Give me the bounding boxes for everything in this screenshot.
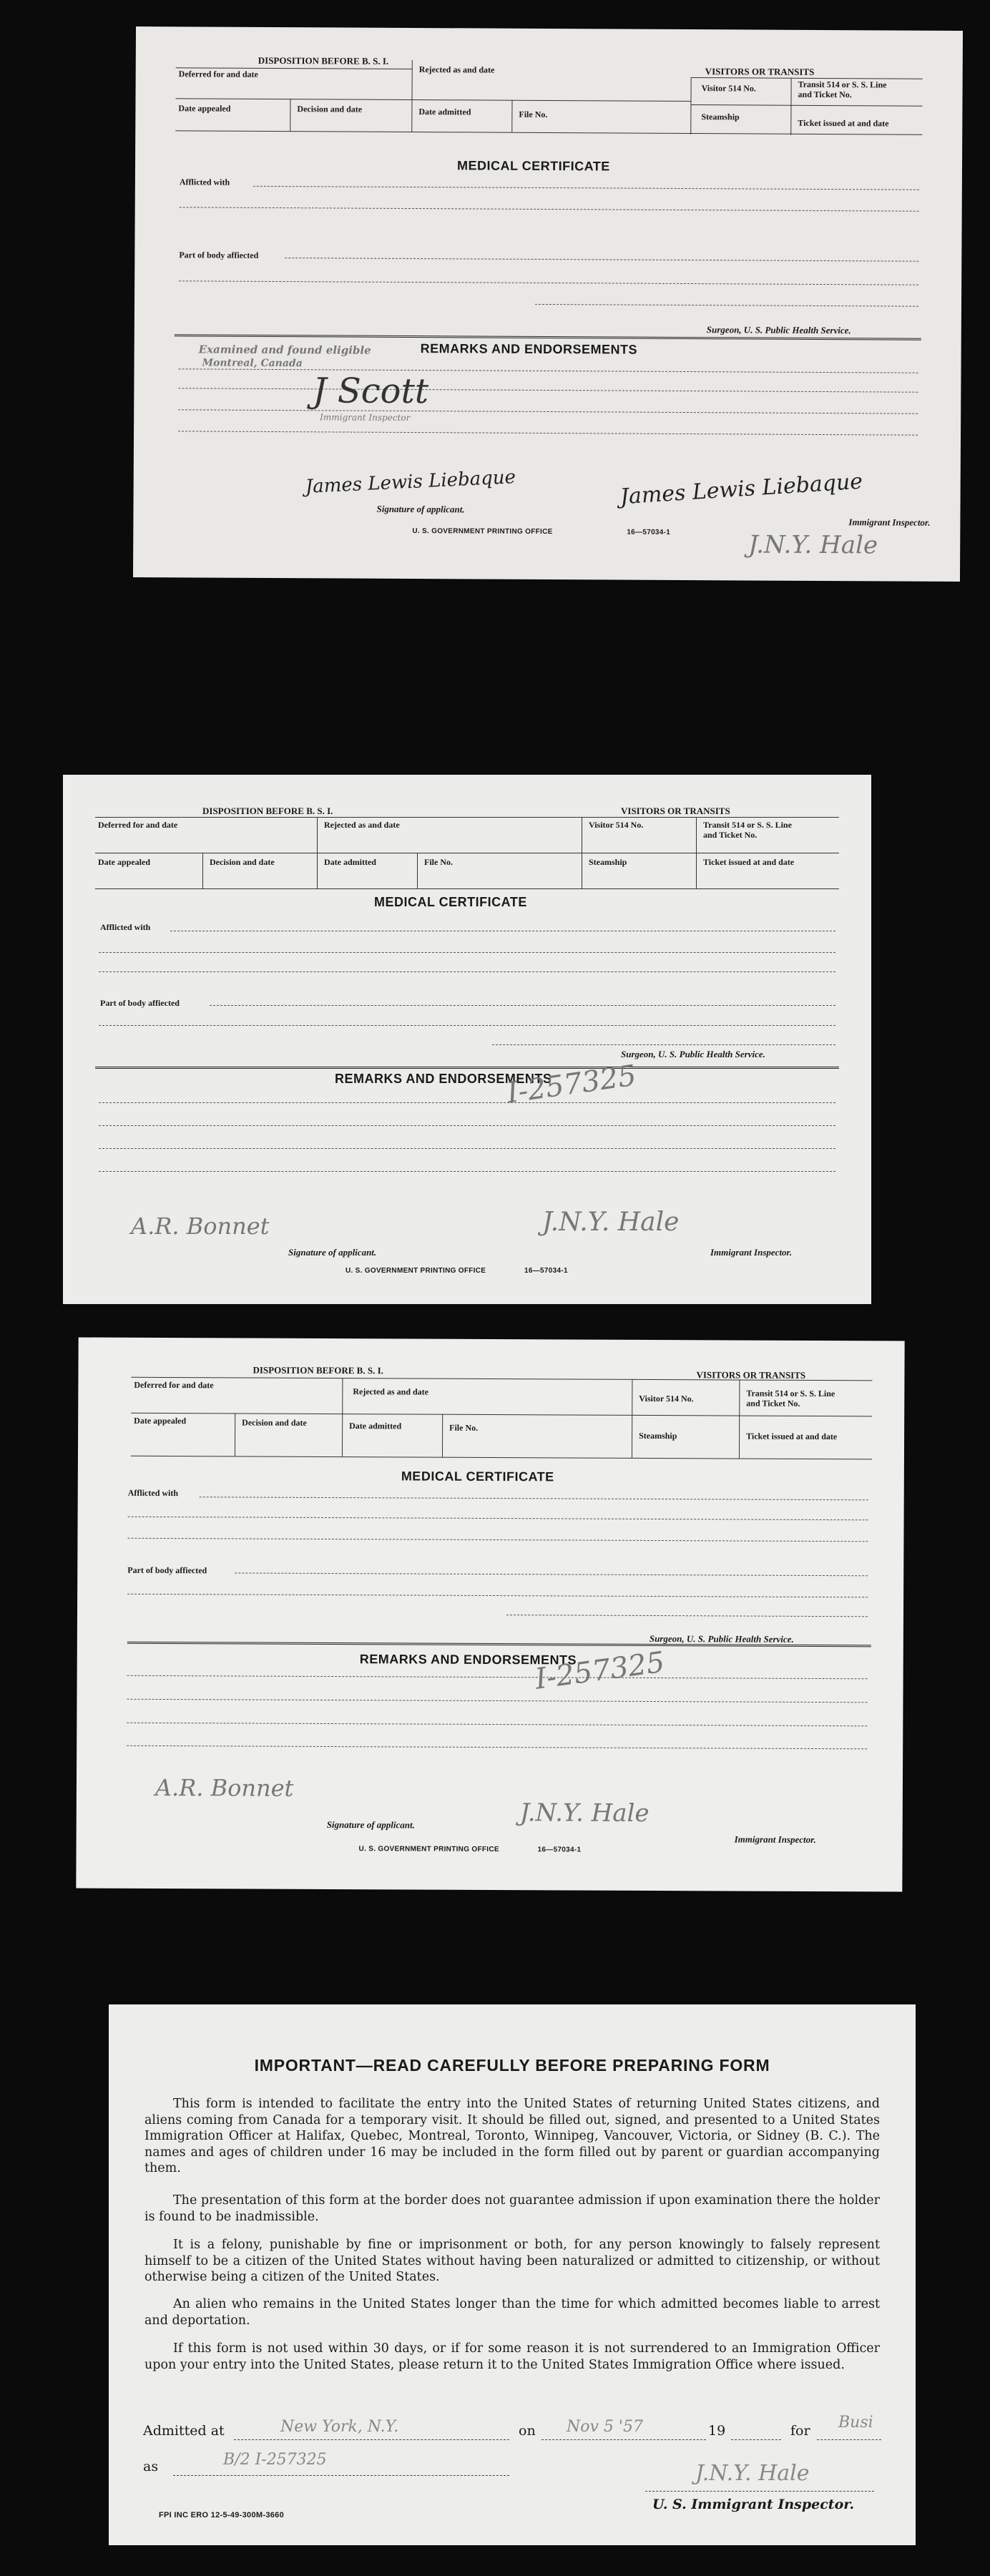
- inspector-initials-1: J.N.Y. Hale: [748, 530, 878, 560]
- disposition-heading: DISPOSITION BEFORE B. S. I.: [202, 805, 333, 816]
- steamship-label: Steamship: [639, 1430, 677, 1441]
- file-no-label: File No.: [519, 109, 548, 119]
- applicant-signature-3: A.R. Bonnet: [155, 1773, 294, 1802]
- on-value: Nov 5 '57: [567, 2418, 643, 2436]
- paragraph-1: This form is intended to facilitate the entry into the United States of returning United States citizens, and aliens coming from Canada for a temporary visit. It should be filled out, signed, and presented to a United States Immigration Officer at Halifax, Quebec, Montreal, Toronto, Winnipeg, Vancouver, Victoria, or Sidney (B. C.). The names and ages of children under 16 may be included in the form filled out by parent or guardian accompanying them.: [144, 2097, 880, 2175]
- rejected-label: Rejected as and date: [353, 1386, 429, 1397]
- disposition-heading: DISPOSITION BEFORE B. S. I.: [258, 54, 389, 67]
- ticket-issued-label: Ticket issued at and date: [798, 117, 889, 129]
- part-of-body-label: Part of body affiected: [179, 250, 259, 260]
- decision-label: Decision and date: [242, 1417, 307, 1428]
- paragraph-2: The presentation of this form at the border does not guarantee admission if upon examination there the holder is found to be inadmissible.: [144, 2193, 880, 2224]
- paragraph-3: It is a felony, punishable by fine or imprisonment or both, for any person knowingly to falsely represent himself to be a citizen of the United States without having been naturalized or admitted to citizenship, or without otherwise being a citizen of the United States.: [144, 2238, 880, 2284]
- afflicted-label: Afflicted with: [127, 1487, 179, 1499]
- as-label: as: [143, 2459, 159, 2474]
- form-number: 16—57034-1: [627, 528, 671, 537]
- applicant-signature-1: James Lewis Liebaque: [305, 466, 516, 498]
- as-value: B/2 I-257325: [223, 2451, 327, 2469]
- date-admitted-label: Date admitted: [349, 1421, 402, 1431]
- handwritten-initial: J Scott: [313, 371, 429, 412]
- transit514-label: Transit 514 or S. S. Line: [798, 79, 887, 90]
- instructions-title: IMPORTANT—READ CAREFULLY BEFORE PREPARING FORM: [254, 2056, 770, 2075]
- afflicted-label: Afflicted with: [179, 177, 230, 187]
- printing-office: U. S. GOVERNMENT PRINTING OFFICE: [412, 527, 553, 537]
- decision-label: Decision and date: [210, 857, 275, 867]
- form-number: 16—57034-1: [537, 1846, 582, 1854]
- applicant-sig-label: Signature of applicant.: [376, 503, 465, 515]
- visitors-heading: VISITORS OR TRANSITS: [705, 66, 815, 77]
- surgeon-label: Surgeon, U. S. Public Health Service.: [649, 1632, 794, 1645]
- part-of-body-label: Part of body affiected: [100, 998, 180, 1008]
- stamp-inspector: Immigrant Inspector: [320, 412, 411, 423]
- afflicted-label: Afflicted with: [100, 922, 151, 932]
- medical-heading: MEDICAL CERTIFICATE: [456, 158, 610, 174]
- file-no-label: File No.: [449, 1422, 479, 1433]
- visitor514-label: Visitor 514 No.: [701, 83, 756, 94]
- visitors-heading: VISITORS OR TRANSITS: [621, 805, 730, 816]
- surgeon-label: Surgeon, U. S. Public Health Service.: [706, 324, 851, 336]
- inspector-label: Immigrant Inspector.: [734, 1833, 816, 1845]
- deferred-label: Deferred for and date: [98, 820, 178, 830]
- inspector-label: Immigrant Inspector.: [710, 1247, 793, 1258]
- deferred-label: Deferred for and date: [178, 69, 258, 79]
- for-value: Busi: [838, 2414, 873, 2431]
- inspector-signature-1: James Lewis Liebaque: [619, 469, 864, 510]
- date-appealed-label: Date appealed: [134, 1415, 187, 1426]
- steamship-label: Steamship: [701, 112, 740, 122]
- paragraph-5: If this form is not used within 30 days, or if for some reason it is not surrendered to an Immigration Officer upon your entry into the United States, please return it to the United States Immigration Office where issued.: [144, 2341, 880, 2372]
- disposition-card-3: [76, 1337, 904, 1891]
- rejected-label: Rejected as and date: [418, 64, 495, 75]
- visitor514-label: Visitor 514 No.: [639, 1393, 694, 1404]
- disposition-card-2: [63, 775, 871, 1304]
- ticket-issued-label: Ticket issued at and date: [746, 1431, 838, 1442]
- deferred-label: Deferred for and date: [134, 1379, 214, 1391]
- disposition-card-1: [133, 26, 963, 582]
- visitor514-label: Visitor 514 No.: [589, 820, 644, 830]
- medical-heading: MEDICAL CERTIFICATE: [374, 895, 527, 909]
- decision-label: Decision and date: [297, 104, 363, 114]
- inspector-label: Immigrant Inspector.: [848, 516, 931, 528]
- year-label: 19: [708, 2423, 726, 2439]
- remarks-heading: REMARKS AND ENDORSEMENTS: [359, 1652, 577, 1667]
- inspector-signature: J.N.Y. Hale: [695, 2461, 810, 2486]
- part-of-body-label: Part of body affiected: [127, 1564, 207, 1576]
- transit514-label: Transit 514 or S. S. Line: [746, 1388, 835, 1399]
- inspector-signature-2: J.N.Y. Hale: [542, 1208, 680, 1237]
- inspector-signature-3: J.N.Y. Hale: [519, 1798, 650, 1828]
- ticket-no-label: and Ticket No.: [746, 1398, 800, 1409]
- stamp-line1: Examined and found eligible: [198, 343, 371, 357]
- medical-heading: MEDICAL CERTIFICATE: [401, 1469, 554, 1484]
- remarks-heading: REMARKS AND ENDORSEMENTS: [335, 1072, 552, 1086]
- ticket-no-label: and Ticket No.: [798, 89, 852, 100]
- date-admitted-label: Date admitted: [418, 107, 471, 117]
- ticket-no-label: and Ticket No.: [703, 830, 758, 840]
- form-number: 16—57034-1: [524, 1267, 568, 1275]
- surgeon-label: Surgeon, U. S. Public Health Service.: [621, 1049, 765, 1059]
- transit514-label: Transit 514 or S. S. Line: [703, 820, 792, 830]
- printing-office: U. S. GOVERNMENT PRINTING OFFICE: [358, 1845, 499, 1854]
- admitted-at-value: New York, N.Y.: [280, 2418, 399, 2436]
- file-stamp: I-257325: [533, 1645, 667, 1696]
- paragraph-4: An alien who remains in the United States longer than the time for which admitted becomes liable to arrest and deportation.: [144, 2297, 880, 2328]
- visitors-heading: VISITORS OR TRANSITS: [696, 1369, 806, 1381]
- stamp-line2: Montreal, Canada: [202, 357, 303, 370]
- for-label: for: [790, 2423, 810, 2439]
- date-appealed-label: Date appealed: [178, 103, 231, 114]
- instructions-card: [109, 2004, 916, 2545]
- disposition-heading: DISPOSITION BEFORE B. S. I.: [253, 1364, 383, 1376]
- applicant-sig-label: Signature of applicant.: [288, 1247, 377, 1258]
- admitted-at-label: Admitted at: [143, 2423, 225, 2439]
- footer-code: FPI INC ERO 12-5-49-300M-3660: [159, 2511, 284, 2519]
- file-stamp: I-257325: [504, 1059, 639, 1110]
- date-admitted-label: Date admitted: [324, 857, 376, 867]
- on-label: on: [519, 2423, 536, 2439]
- ticket-issued-label: Ticket issued at and date: [703, 857, 795, 867]
- date-appealed-label: Date appealed: [98, 857, 150, 867]
- steamship-label: Steamship: [589, 857, 627, 867]
- applicant-signature-2: A.R. Bonnet: [131, 1213, 270, 1240]
- printing-office: U. S. GOVERNMENT PRINTING OFFICE: [345, 1267, 486, 1275]
- remarks-heading: REMARKS AND ENDORSEMENTS: [420, 341, 638, 357]
- file-no-label: File No.: [424, 857, 453, 867]
- us-inspector-label: U. S. Immigrant Inspector.: [652, 2497, 855, 2512]
- rejected-label: Rejected as and date: [324, 820, 400, 830]
- applicant-sig-label: Signature of applicant.: [326, 1819, 415, 1831]
